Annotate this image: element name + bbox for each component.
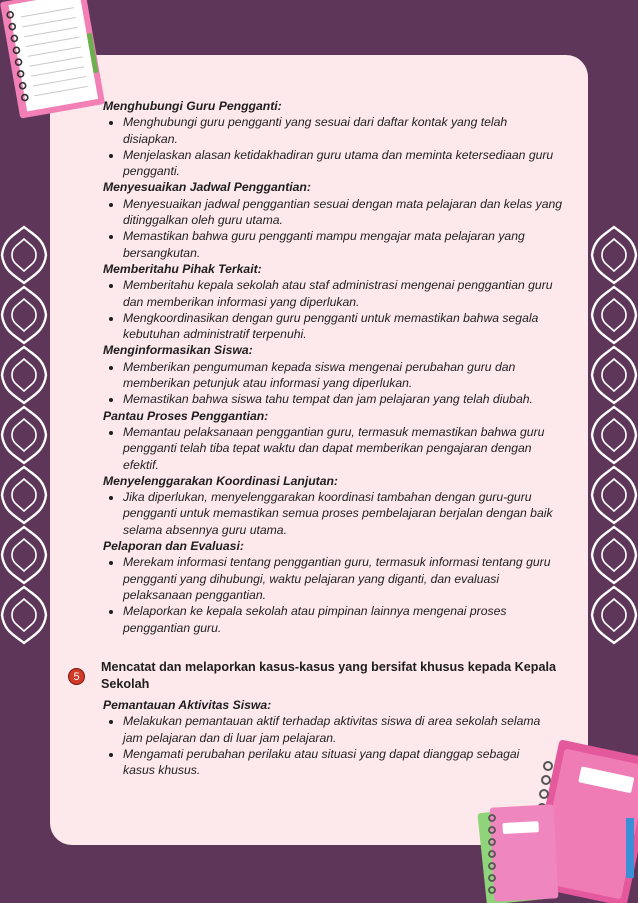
- section-heading: Memberitahu Pihak Terkait:: [103, 261, 262, 276]
- bullet-list: [103, 196, 565, 261]
- list-item: • Menyesuaikan jadwal penggantian sesuai dengan mata pelajaran dan kelas yang ditinggalkan oleh guru utama.: [123, 196, 565, 229]
- list-item: • Merekam informasi tentang penggantian guru, termasuk informasi tentang guru pengganti yang dihubungi, waktu pelajaran yang diganti, dan evaluasi pelaksanaan penggantian.: [123, 554, 565, 603]
- books-icon: [468, 738, 638, 903]
- section-heading: Menyelenggarakan Koordinasi Lanjutan:: [103, 473, 338, 488]
- bullet-list: [103, 424, 565, 473]
- list-item: • Memastikan bahwa siswa tahu tempat dan jam pelajaran yang telah diubah.: [123, 391, 565, 407]
- bullet-list: [103, 277, 565, 342]
- bullet-list: [103, 359, 565, 408]
- left-ornament-pattern: [0, 225, 48, 645]
- list-item: • Memberitahu kepala sekolah atau staf administrasi mengenai penggantian guru dan memberikan informasi yang diperlukan.: [123, 277, 565, 310]
- list-item: • Melaporkan ke kepala sekolah atau pimpinan lainnya mengenai proses penggantian guru.: [123, 603, 565, 636]
- section-heading: Pemantauan Aktivitas Siswa:: [103, 698, 272, 712]
- bullet-list: [103, 554, 565, 635]
- section-heading: Menginformasikan Siswa:: [103, 343, 253, 358]
- list-item: • Memantau pelaksanaan penggantian guru, termasuk memastikan bahwa guru pengganti telah tiba tepat waktu dan dapat memberikan pengajaran dengan efektif.: [123, 424, 565, 473]
- list-item: • Menghubungi guru pengganti yang sesuai dari daftar kontak yang telah disiapkan.: [123, 114, 565, 147]
- list-item: • Jika diperlukan, menyelenggarakan koordinasi tambahan dengan guru-guru pengganti untuk memastikan semua proses pembelajaran berjalan dengan baik selama absennya guru utama.: [123, 489, 565, 538]
- list-item: • Memastikan bahwa guru pengganti mampu mengajar mata pelajaran yang bersangkutan.: [123, 228, 565, 261]
- bullet-list: [103, 114, 565, 179]
- section-heading: Pelaporan dan Evaluasi:: [103, 539, 244, 554]
- right-ornament-pattern: [590, 225, 638, 645]
- list-item: • Menjelaskan alasan ketidakhadiran guru utama dan meminta ketersediaan guru pengganti.: [123, 147, 565, 180]
- notebook-icon: [0, 0, 110, 120]
- bullet-list: [103, 489, 565, 538]
- list-item: • Memberikan pengumuman kepada siswa mengenai perubahan guru dan memberikan petunjuk atau informasi yang diperlukan.: [123, 359, 565, 392]
- main-content: [103, 98, 565, 636]
- section-heading: Menyesuaikan Jadwal Penggantian:: [103, 180, 311, 195]
- list-item: • Melakukan pemantauan aktif terhadap aktivitas siswa di area sekolah selama jam pelajaran dan di luar jam pelajaran.: [123, 713, 543, 746]
- list-item: • Mengamati perubahan perilaku atau situasi yang dapat dianggap sebagai kasus khusus.: [123, 746, 543, 779]
- list-item: • Mengkoordinasikan dengan guru pengganti untuk memastikan bahwa segala kebutuhan administratif terpenuhi.: [123, 310, 565, 343]
- section-number-badge: 5: [68, 668, 85, 685]
- section-5-title: Mencatat dan melaporkan kasus-kasus yang bersifat khusus kepada Kepala Sekolah: [101, 660, 556, 691]
- section-heading: Menghubungi Guru Pengganti:: [103, 99, 282, 113]
- section-heading: Pantau Proses Penggantian:: [103, 408, 269, 423]
